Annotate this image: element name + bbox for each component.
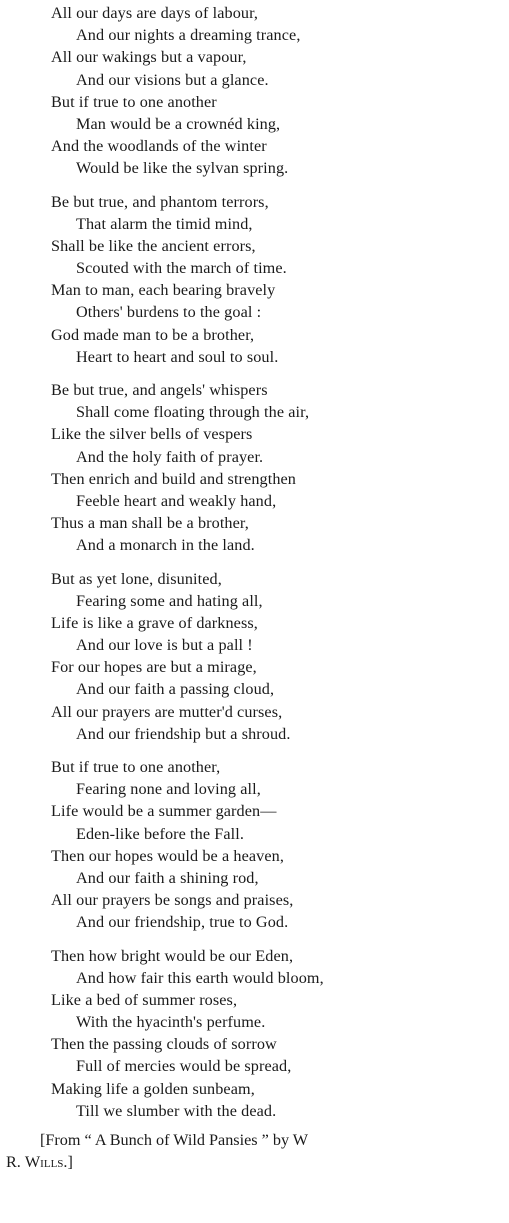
poem-line: And our nights a dreaming trance, <box>76 26 301 45</box>
poem-line: And our faith a passing cloud, <box>76 680 275 699</box>
poem-line: Thus a man shall be a brother, <box>51 514 249 533</box>
stanza-3 <box>0 379 509 557</box>
poem-line: Scouted with the march of time. <box>76 259 287 278</box>
poem-line: Like the silver bells of vespers <box>51 425 253 444</box>
stanza-6 <box>0 945 509 1123</box>
poem-line: All our wakings but a vapour, <box>51 48 247 67</box>
poem-line: Feeble heart and weakly hand, <box>76 491 277 510</box>
stanza-5 <box>0 756 509 934</box>
poem-line: All our prayers be songs and praises, <box>51 891 294 910</box>
poem-line: But if true to one another <box>51 92 217 111</box>
poem-line: Man to man, each bearing bravely <box>51 281 276 300</box>
poem-line: Fearing some and hating all, <box>76 591 263 610</box>
source-author-initial: R. <box>6 1153 21 1172</box>
stanza-2 <box>0 191 509 369</box>
poem-line: Fearing none and loving all, <box>76 780 261 799</box>
source-attribution <box>0 1129 509 1173</box>
poem-line: That alarm the timid mind, <box>76 214 253 233</box>
poem-line: All our days are days of labour, <box>51 4 259 22</box>
poem-line: Others' burdens to the goal : <box>76 303 262 322</box>
poem-line: Man would be a crownéd king, <box>76 114 281 133</box>
poem-line: Heart to heart and soul to soul. <box>76 347 279 366</box>
source-line-2 <box>0 1151 509 1173</box>
poem-line: Then how bright would be our Eden, <box>51 946 294 965</box>
poem-line: But as yet lone, disunited, <box>51 569 222 588</box>
poem-line: Shall be like the ancient errors, <box>51 236 256 255</box>
poem-line: With the hyacinth's perfume. <box>76 1013 266 1032</box>
poem-line: Like a bed of summer roses, <box>51 990 238 1009</box>
poem <box>0 2 509 1173</box>
poem-line: Would be like the sylvan spring. <box>76 159 289 178</box>
poem-line: All our prayers are mutter'd curses, <box>51 702 283 721</box>
poem-line: And the holy faith of prayer. <box>76 447 264 466</box>
poem-line: And our friendship, true to God. <box>76 913 289 932</box>
poem-line: God made man to be a brother, <box>51 325 255 344</box>
poem-line: Full of mercies would be spread, <box>76 1057 292 1076</box>
poem-line: Life would be a summer garden— <box>51 802 277 821</box>
poem-line: Making life a golden sunbeam, <box>51 1079 255 1098</box>
poem-line: Then enrich and build and strengthen <box>51 469 296 488</box>
poem-line: And our love is but a pall ! <box>76 636 253 655</box>
source-author-name: Wills <box>24 1153 64 1172</box>
poem-line: Be but true, and angels' whispers <box>51 381 268 399</box>
stanza-4 <box>0 568 509 746</box>
poem-line: Life is like a grave of darkness, <box>51 613 258 632</box>
poem-line: Eden-like before the Fall. <box>76 824 245 843</box>
source-line-1: [From “ A Bunch of Wild Pansies ” by W <box>40 1131 309 1149</box>
stanza-1 <box>0 2 509 180</box>
poem-line: Then the passing clouds of sorrow <box>51 1035 277 1054</box>
poem-line: And our visions but a glance. <box>76 70 269 89</box>
poem-line: And how fair this earth would bloom, <box>76 968 324 987</box>
poem-line: Then our hopes would be a heaven, <box>51 846 284 865</box>
poem-line: Till we slumber with the dead. <box>76 1101 277 1120</box>
poem-line: Be but true, and phantom terrors, <box>51 192 269 211</box>
poem-line: For our hopes are but a mirage, <box>51 658 257 677</box>
poem-line: Shall come floating through the air, <box>76 403 310 422</box>
source-closing: .] <box>63 1153 73 1172</box>
poem-line: And the woodlands of the winter <box>51 137 267 156</box>
poem-line: And our friendship but a shroud. <box>76 724 291 743</box>
poem-line: And a monarch in the land. <box>76 536 255 555</box>
poem-line: And our faith a shining rod, <box>76 868 259 887</box>
poem-line: But if true to one another, <box>51 758 221 776</box>
